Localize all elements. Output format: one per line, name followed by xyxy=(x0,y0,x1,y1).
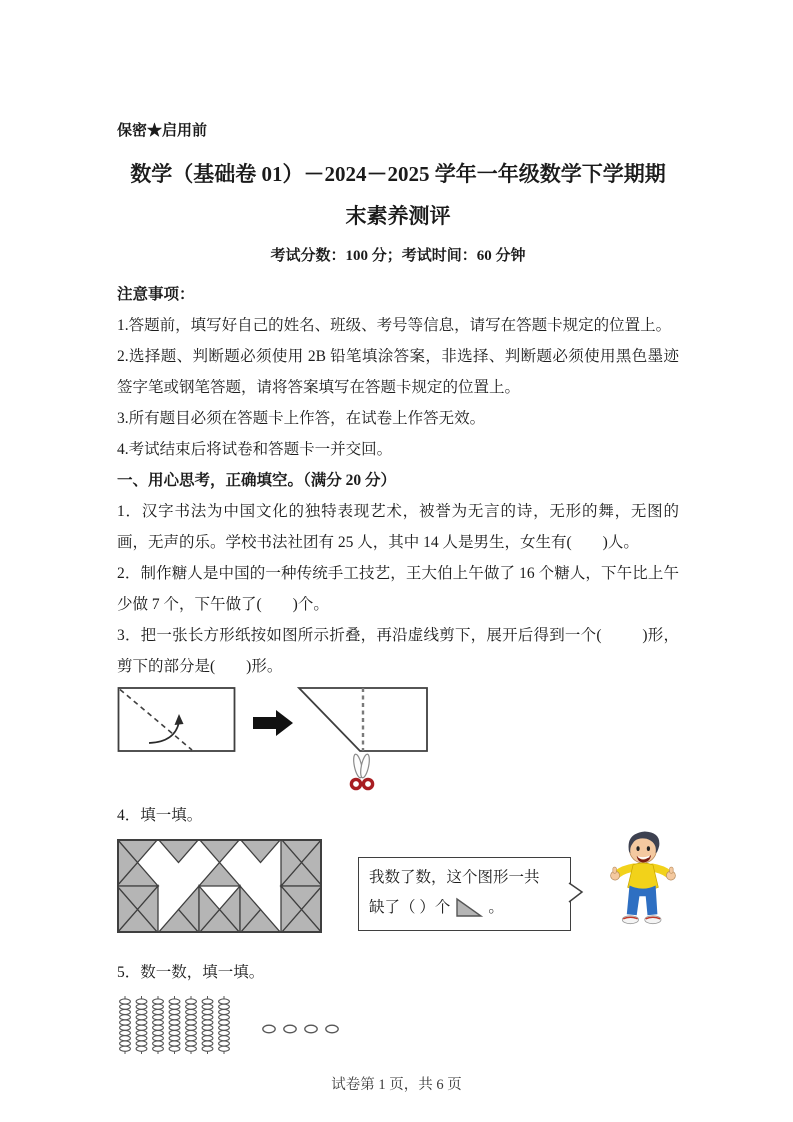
boy-shirt xyxy=(628,863,659,890)
notice-item-1: 1.答题前，填写好自己的姓名、班级、考号等信息，请写在答题卡规定的位置上。 xyxy=(117,317,672,334)
bubble-text-line1: 我数了数，这个图形一共 xyxy=(369,869,540,886)
exam-title-line1: 数学（基础卷 01）－2024－2025 学年一年级数学下学期期 xyxy=(130,162,666,186)
question-3: 3．把一张长方形纸按如图所示折叠，再沿虚线剪下，展开后得到一个( )形，剪下的部分是( )形。 xyxy=(117,627,679,675)
q4-pattern-svg xyxy=(117,839,322,933)
question-5: 5．数一数，填一填。 xyxy=(117,964,265,981)
confidential-label: 保密★启用前 xyxy=(117,123,208,139)
section1-heading: 一、用心思考，正确填空。（满分 20 分） xyxy=(117,472,397,489)
exam-title-line2: 末素养测评 xyxy=(345,204,451,228)
gray-triangle-icon xyxy=(454,897,484,919)
notices-heading: 注意事项： xyxy=(117,286,195,303)
boy-pants xyxy=(627,886,658,916)
bubble-line2-prefix: 缺了（ ）个 xyxy=(369,899,451,916)
notice-item-3: 3.所有题目必须在答题卡上作答，在试卷上作答无效。 xyxy=(117,410,486,427)
notice-item-2: 2.选择题、判断题必须使用 2B 铅笔填涂答案，非选择、判断题必须使用黑色墨迹签字笔或钢笔答题，请将答案填写在答题卡规定的位置上。 xyxy=(117,348,679,396)
page-content xyxy=(117,120,679,1063)
question-2: 2．制作糖人是中国的一种传统手工技艺，王大伯上午做了 16 个糖人，下午比上午少做 7 个，下午做了( )个。 xyxy=(117,565,679,613)
bubble-text-line2 xyxy=(369,893,504,923)
boy-shoes xyxy=(622,916,661,924)
bubble-pointer xyxy=(568,882,584,904)
exam-info: 考试分数：100 分；考试时间：60 分钟 xyxy=(270,248,526,264)
fold-curve-arrow xyxy=(149,722,179,743)
boy-figure xyxy=(607,827,679,940)
q4-pattern-figure xyxy=(117,839,322,938)
question-4: 4．填一填。 xyxy=(117,807,203,824)
exam-title xyxy=(117,153,679,237)
q5-beads-figure xyxy=(117,994,679,1063)
q4-speech-bubble xyxy=(358,857,571,931)
fold-rectangle-before xyxy=(119,688,235,751)
q3-fold-figure xyxy=(117,686,679,800)
q4-figure-row xyxy=(117,833,679,945)
question-1: 1．汉字书法为中国文化的独特表现艺术，被誉为无言的诗，无形的舞，无图的画，无声的乐。学校书法社团有 25 人，其中 14 人是男生，女生有( )人。 xyxy=(117,503,679,551)
notice-item-4: 4.考试结束后将试卷和答题卡一并交回。 xyxy=(117,441,393,458)
scissors-icon xyxy=(351,754,372,789)
fold-figure-svg xyxy=(117,686,447,798)
page-footer: 试卷第 1 页，共 6 页 xyxy=(331,1077,462,1093)
bubble-line2-suffix: 。 xyxy=(488,899,504,916)
boy-head xyxy=(629,832,660,864)
fold-rectangle-after xyxy=(299,688,427,751)
q5-beads-svg xyxy=(117,994,347,1058)
right-arrow-icon xyxy=(253,710,293,736)
boy-illustration xyxy=(607,827,679,935)
